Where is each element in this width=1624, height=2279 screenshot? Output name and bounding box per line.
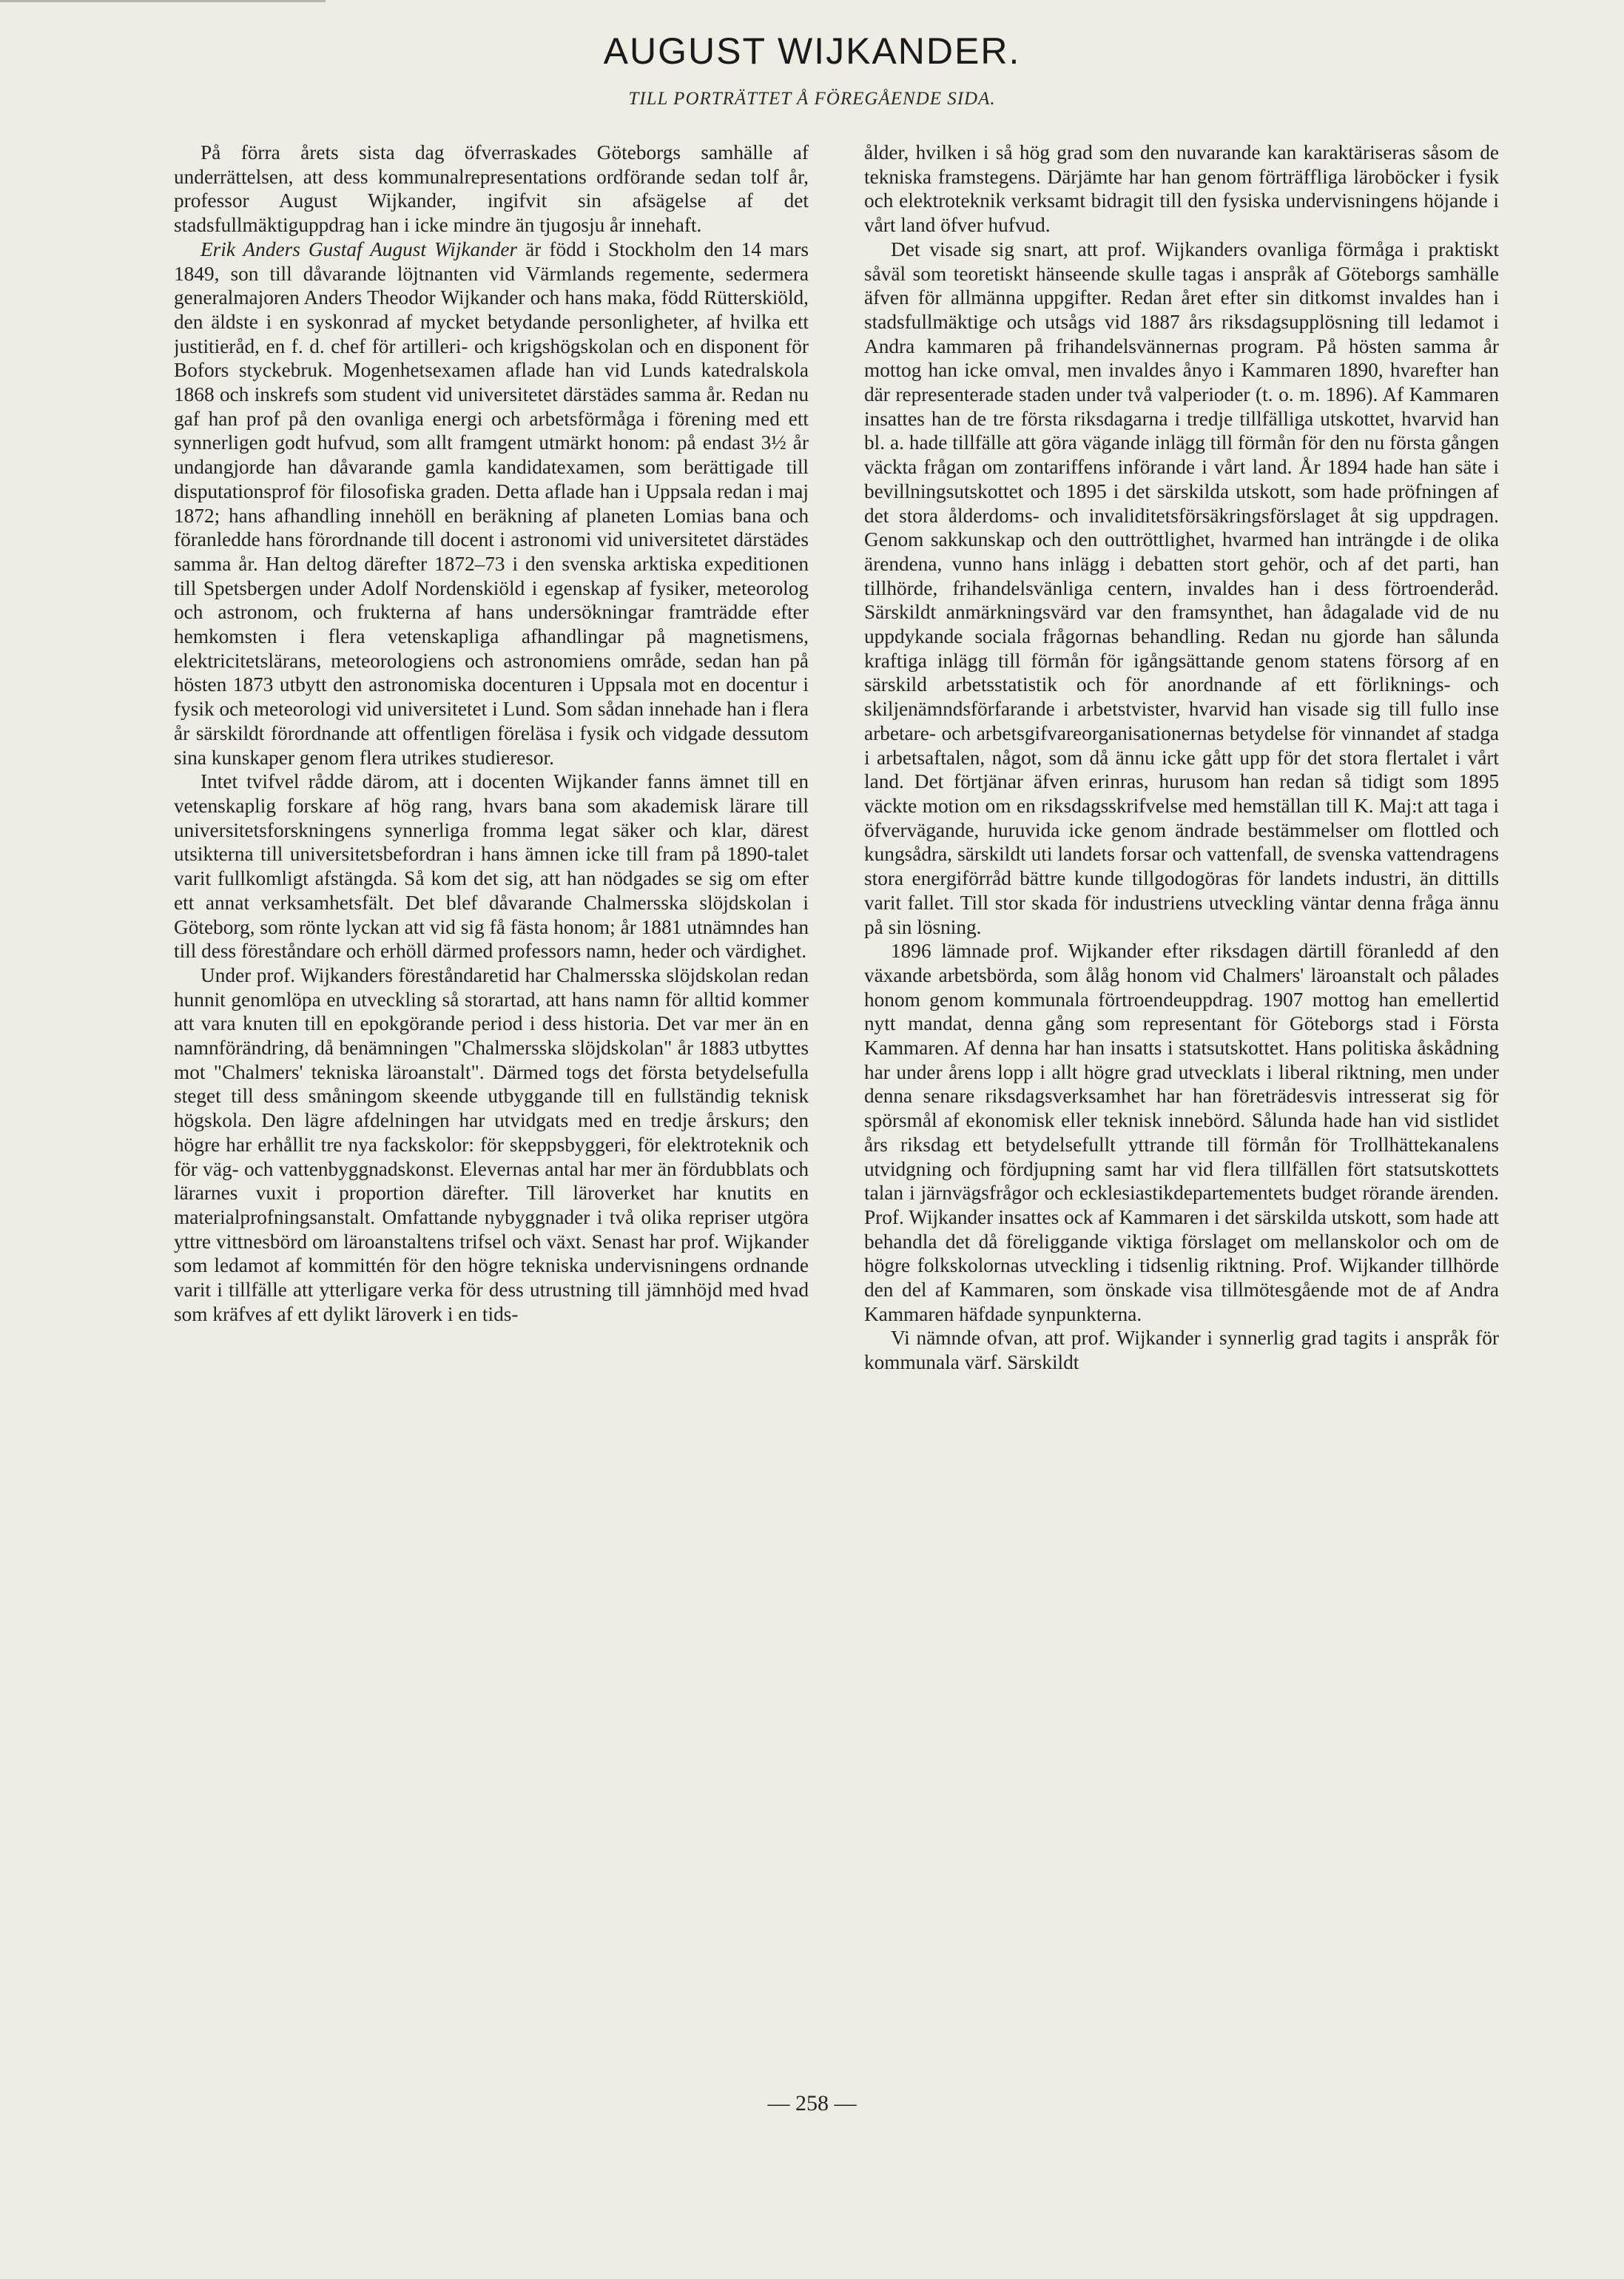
right-paragraph-1: ålder, hvilken i så hög grad som den nuvarande kan karaktäriseras såsom de tekniska framstegens. Därjämte har han genom förträffliga läroböcker i fysik och elektroteknik verksamt bidragit till den fysiska undervisningens höjande i vårt land öfver hufvud. <box>864 141 1499 237</box>
page-subtitle: TILL PORTRÄTTET Å FÖREGÅENDE SIDA. <box>628 89 996 109</box>
left-paragraph-2 <box>174 238 809 770</box>
right-paragraph-2: Det visade sig snart, att prof. Wijkanders ovanliga förmåga i praktiskt såväl som teoretiskt hänseende skulle tagas i anspråk af Göteborgs samhälle äfven för allmänna uppgifter. Redan året efter sin ditkomst invaldes han i stadsfullmäktige och utsågs vid 1887 års riksdagsupplösning till ledamot i Andra kammaren på frihandelsvännernas program. På hösten samma år mottog han icke omval, men invaldes ånyo i Kammaren 1890, hvarefter han där representerade staden under två valperioder (t. o. m. 1896). Af Kammaren insattes han de tre första riksdagarna i tredje tillfälliga utskottet, hvarvid han bl. a. hade tillfälle att göra vägande inlägg till förmån för den nu första gången väckta frågan om zontariffens införande i vårt land. År 1894 hade han säte i bevillningsutskottet och 1895 i det särskilda utskott, som hade pröfningen af det stora ålderdoms- och invaliditetsförsäkringsförslaget åt sig uppdragen. Genom sakkunskap och den outtröttlighet, hvarmed han inträngde i de olika ärendena, vunno hans inlägg i debatten stort gehör, och af det parti, han tillhörde, frihandelsvänliga centern, invaldes han i dess förtroenderåd. Särskildt anmärkningsvärd var den framsynthet, han ådagalade vid de nu uppdykande sociala frågornas behandling. Redan nu gjorde han sålunda kraftiga inlägg till förmån för igångsättande genom statens försorg af en särskild arbetsstatistik och för anordnande af ett förliknings- och skiljenämndsförfarande i arbetstvister, hvarvid han visade sig till fullo inse arbetare- och arbetsgifvareorganisationernas betydelse för vinnandet af stadga i arbetsaftalen, något, som då ännu icke gått upp för det stora flertalet i vårt land. Det förtjänar äfven erinras, hurusom han redan så tidigt som 1895 väckte motion om en riksdagsskrifvelse med hemställan till K. Maj:t att taga i öfvervägande, huruvida icke genom ändrade bestämmelser om flottled och kungsådra, särskildt uti landets forsar och vattenfall, de svenska vattendragens stora energiförråd bättre kunde tillgodogöras för landets industri, än dittills varit fallet. Till stor skada för industriens utveckling väntar denna fråga ännu på sin lösning. <box>864 238 1499 938</box>
page-number: — 258 — <box>767 2091 857 2115</box>
left-paragraph-4: Under prof. Wijkanders föreståndaretid har Chalmersska slöjdskolan redan hunnit genomlöpa en utveckling så storartad, att hans namn för alltid kommer att vara knuten till en epokgörande period i dess historia. Det var mer än en namnförändring, då benämningen "Chalmersska slöjdskolan" år 1883 utbyttes mot "Chalmers' tekniska läroanstalt". Därmed togs det första betydelsefulla steget till dess småningom skeende utbyggande till en fullständig teknisk högskola. Den lägre afdelningen har utvidgats med en tredje årskurs; den högre har erhållit tre nya fackskolor: för skeppsbyggeri, för elektroteknik och för väg- och vattenbyggnadskonst. Elevernas antal har mer än fördubblats och lärarnes vuxit i proportion därefter. Till läroverket har knutits en materialprofningsanstalt. Omfattande nybyggnader i två olika repriser utgöra yttre vittnesbörd om läroanstaltens trifsel och växt. Senast har prof. Wijkander som ledamot af kommittén för den högre tekniska undervisningens ordnande varit i tillfälle att ytterligare verka för dess utrustning till jämnhöjd med hvad som kräfves af ett dylikt läroverk i en tids- <box>174 963 809 1325</box>
full-name: Erik Anders Gustaf August Wijkander <box>201 238 518 260</box>
right-column <box>864 141 1499 2057</box>
left-column <box>174 141 809 2057</box>
left-paragraph-2-text: är född i Stockholm den 14 mars 1849, son till dåvarande löjtnanten vid Värmlands regemente, sedermera generalmajoren Anders Theodor Wijkander och hans maka, född Rütterskiöld, den äldste i en syskonrad af mycket betydande personligheter, af hvilka ett justitieråd, en f. d. chef för artilleri- och krigshögskolan och en disponent för Bofors styckebruk. Mogenhetsexamen aflade han vid Lunds katedralskola 1868 och inskrefs som student vid universitetet därstädes samma år. Redan nu gaf han prof på den ovanliga energi och arbetsförmåga i förening med ett synnerligen godt hufvud, som allt framgent utmärkt honom: på endast 3½ år undangjorde han dåvarande gamla kandidatexamen, som berättigade till disputationsprof för filosofiska graden. Detta aflade han i Uppsala redan i maj 1872; hans afhandling innehöll en beräkning af planeten Lomias bana och föranledde hans förordnande till docent i astronomi vid universitetet därstädes samma år. Han deltog därefter 1872–73 i den svenska arktiska expeditionen till Spetsbergen under Adolf Nordenskiöld i egenskap af fysiker, meteorolog och astronom, och frukterna af hans undersökningar framträdde efter hemkomsten i flera vetenskapliga afhandlingar på magnetismens, elektricitetslärans, meteorologiens och astronomiens område, sedan han på hösten 1873 utbytt den astronomiska docenturen i Uppsala mot en docentur i fysik och meteorologi vid universitetet i Lund. Som sådan innehade han i flera år särskildt förordnande att offentligen föreläsa i fysik och vidgade dessutom sina kunskaper genom flera utrikes studieresor. <box>174 238 809 769</box>
right-paragraph-4: Vi nämnde ofvan, att prof. Wijkander i synnerlig grad tagits i anspråk för kommunala värf. Särskildt <box>864 1327 1499 1374</box>
left-paragraph-3: Intet tvifvel rådde därom, att i docenten Wijkander fanns ämnet till en vetenskaplig forskare af hög rang, hvars bana som akademisk lärare till universitetsforskningens synnerliga fromma legat säker och klar, därest utsikterna till universitetsbefordran i hans ämnen icke till fram på 1890-talet varit fullkomligt afstängda. Så kom det sig, att han nödgades se sig om efter ett annat verksamhetsfält. Det blef dåvarande Chalmersska slöjdskolan i Göteborg, som rönte lyckan att vid sig få fästa honom; år 1881 utnämndes han till dess föreståndare och erhöll därmed professors namn, heder och värdighet. <box>174 770 809 963</box>
page-title: AUGUST WIJKANDER. <box>603 30 1021 72</box>
left-paragraph-1: På förra årets sista dag öfverraskades Göteborgs samhälle af underrättelsen, att dess kommunalrepresentations ordförande sedan tolf år, professor August Wijkander, ingifvit sin afsägelse af det stadsfullmäktiguppdrag han i icke mindre än tjugosju år innehaft. <box>174 141 809 237</box>
right-paragraph-3: 1896 lämnade prof. Wijkander efter riksdagen därtill föranledd af den växande arbetsbörda, som ålåg honom vid Chalmers' läroanstalt och pålades honom genom kommunala förtroendeuppdrag. 1907 mottog han emellertid nytt mandat, denna gång som representant för Göteborgs stad i Första Kammaren. Af denna har han insatts i statsutskottet. Hans politiska åskådning har under årens lopp i allt högre grad utvecklats i liberal riktning, men under denna senare riksdagsverksamhet har han företrädesvis intresserat sig för spörsmål af ekonomisk eller teknisk innebörd. Sålunda hade han vid sistlidet års riksdag ett betydelsefullt yttrande till förmån för Trollhättekanalens utvidgning och fördjupning samt har vid flera tillfällen fört statsutskottets talan i järnvägsfrågor och ecklesiastikdepartementets budget rörande ärenden. Prof. Wijkander insattes ock af Kammaren i det särskilda utskott, som hade att behandla det då föreliggande viktiga förslaget om mellanskolor och om de högre folkskolornas utveckling i tidsenlig riktning. Prof. Wijkander tillhörde den del af Kammaren, som önskade visa tillmötesgående mot de af Andra Kammaren häfdade synpunkterna. <box>864 940 1499 1325</box>
top-rule <box>0 0 326 2</box>
